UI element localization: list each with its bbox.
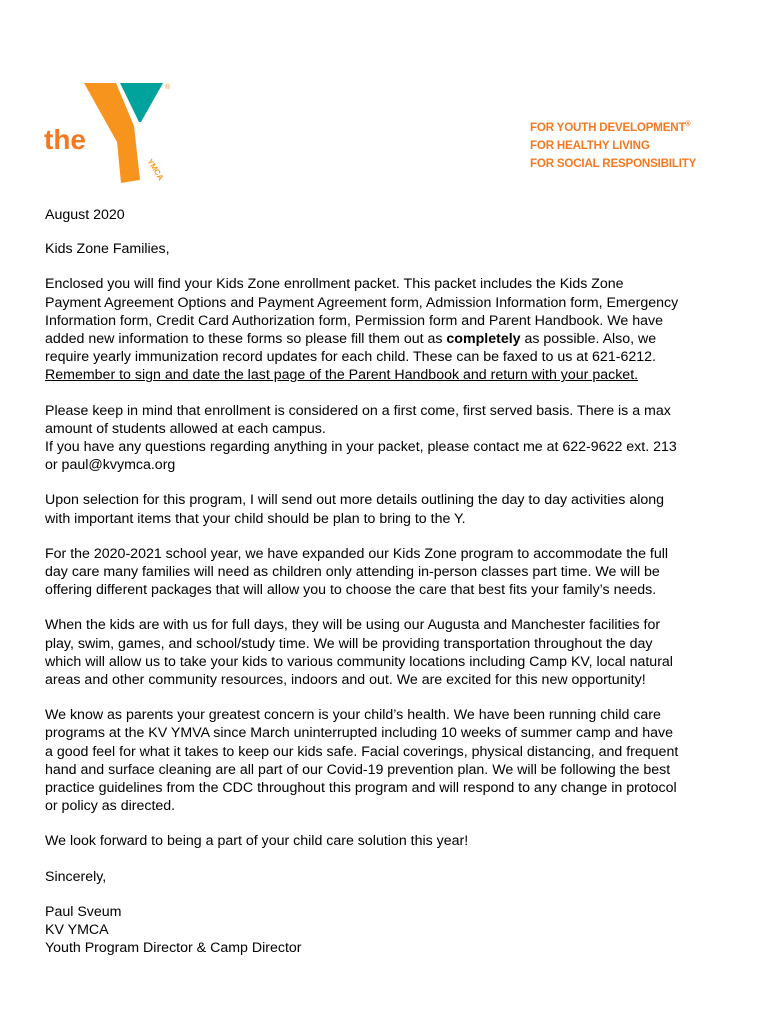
contact-email: or paul@kvymca.org bbox=[45, 457, 176, 474]
paragraph-enrollment-basis bbox=[45, 402, 735, 475]
text-line: or policy as directed. bbox=[45, 798, 176, 815]
text-line: Upon selection for this program, I will send out more details outlining the day to day activities along bbox=[45, 492, 665, 509]
letter-closing: Sincerely, bbox=[45, 868, 107, 885]
text-line: Payment Agreement Options and Payment Agreement form, Admission Information form, Emergency bbox=[45, 294, 679, 311]
text-line: day care many families will need as children only attending in-person classes part time. We will be bbox=[45, 564, 660, 581]
tagline-healthy-living: FOR HEALTHY LIVING bbox=[530, 138, 650, 152]
underlined-reminder: Remember to sign and date the last page of the Parent Handbook and return with your packet. bbox=[45, 367, 639, 384]
tagline-social-responsibility: FOR SOCIAL RESPONSIBILITY bbox=[530, 156, 697, 170]
signature-block bbox=[45, 903, 735, 958]
tagline-registered-mark: ® bbox=[685, 121, 691, 128]
text-line bbox=[45, 330, 735, 348]
signature-title: Youth Program Director & Camp Director bbox=[45, 940, 302, 957]
logo-ymca-label: YMCA bbox=[145, 157, 166, 183]
emphasis-completely: completely bbox=[446, 331, 521, 348]
text-line: If you have any questions regarding anything in your packet, please contact me at 622-9622 ext. 213 bbox=[45, 439, 677, 456]
paragraph-look-forward: We look forward to being a part of your child care solution this year! bbox=[45, 833, 469, 850]
paragraph-full-days bbox=[45, 616, 735, 689]
paragraph-school-year bbox=[45, 545, 735, 600]
letter-body bbox=[45, 206, 735, 975]
ymca-logo bbox=[44, 80, 174, 185]
text-line: practice guidelines from the CDC throughout this program and will respond to any change in protocol bbox=[45, 780, 677, 797]
logo-registered-mark: ® bbox=[165, 84, 171, 91]
text-line: programs at the KV YMVA since March uninterrupted including 10 weeks of summer camp and have bbox=[45, 725, 673, 742]
ymca-taglines bbox=[530, 116, 696, 173]
text-fragment: added new information to these forms so please fill them out as bbox=[45, 331, 447, 348]
text-line: amount of students allowed at each campus. bbox=[45, 420, 326, 437]
tagline-youth-development bbox=[530, 116, 696, 137]
paragraph-health-safety bbox=[45, 706, 735, 815]
text-line: We know as parents your greatest concern is your child’s health. We have been running child care bbox=[45, 707, 661, 724]
text-line: Enclosed you will find your Kids Zone enrollment packet. This packet includes the Kids Zone bbox=[45, 276, 624, 293]
text-line: For the 2020-2021 school year, we have expanded our Kids Zone program to accommodate the full bbox=[45, 545, 669, 562]
text-line: offering different packages that will allow you to choose the care that best fits your family’s needs. bbox=[45, 582, 657, 599]
text-line: with important items that your child should be plan to bring to the Y. bbox=[45, 510, 466, 527]
logo-word: the bbox=[44, 124, 86, 155]
text-line: play, swim, games, and school/study time. We will be providing transportation throughout the day bbox=[45, 635, 653, 652]
tagline-text: FOR YOUTH DEVELOPMENT bbox=[530, 120, 686, 134]
text-line: Information form, Credit Card Authorization form, Permission form and Parent Handbook. We have bbox=[45, 312, 663, 329]
text-fragment: as possible. Also, we bbox=[520, 331, 657, 348]
paragraph-enrollment-packet bbox=[45, 275, 735, 384]
letter-salutation: Kids Zone Families, bbox=[45, 241, 170, 258]
text-line: areas and other community resources, indoors and out. We are excited for this new opportunity! bbox=[45, 672, 646, 689]
text-line: hand and surface cleaning are all part of our Covid-19 prevention plan. We will be following the best bbox=[45, 761, 671, 778]
text-line: a good feel for what it takes to keep our kids safe. Facial coverings, physical distancing, and frequent bbox=[45, 743, 679, 760]
signature-organization: KV YMCA bbox=[45, 922, 109, 939]
text-line: Please keep in mind that enrollment is considered on a first come, first served basis. There is a max bbox=[45, 402, 671, 419]
paragraph-selection-details bbox=[45, 491, 735, 527]
ymca-logo-mark bbox=[44, 80, 174, 185]
text-line: require yearly immunization record updates for each child. These can be faxed to us at 621-6212. bbox=[45, 349, 656, 366]
letter-date: August 2020 bbox=[45, 207, 125, 223]
signature-name: Paul Sveum bbox=[45, 903, 122, 920]
text-line: which will allow us to take your kids to various community locations including Camp KV, local natural bbox=[45, 653, 673, 670]
text-line: When the kids are with us for full days, they will be using our Augusta and Manchester facilities for bbox=[45, 617, 661, 634]
